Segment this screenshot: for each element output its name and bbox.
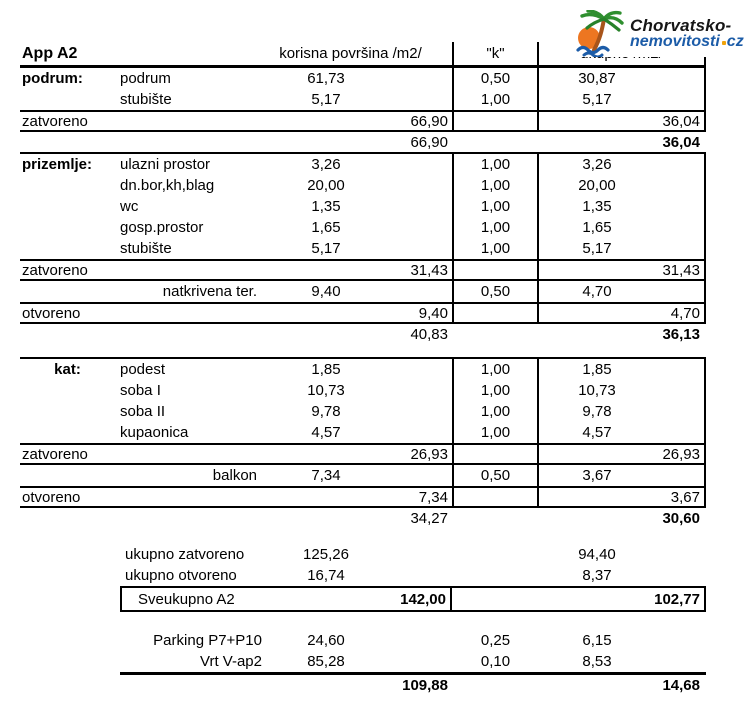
subtotal-label: otvoreno: [22, 304, 81, 322]
section-gap: [20, 528, 706, 544]
closed-subtotal-row: [20, 110, 706, 132]
item-name: dn.bor,kh,blag: [120, 177, 215, 194]
table-row: [20, 238, 706, 259]
open-subtotal-row: [20, 302, 706, 324]
subtotal-total-value: 26,93: [537, 445, 706, 463]
k-empty: [452, 445, 537, 463]
subtotal-area-value: 31,43: [410, 261, 448, 279]
k-value: 1,00: [452, 89, 537, 110]
grand-total-value: 102,77: [654, 590, 700, 608]
extras-total-row: [20, 675, 706, 696]
extra-item-name: Vrt V-ap2: [200, 653, 262, 670]
k-empty: [452, 324, 537, 344]
k-empty: [452, 675, 537, 696]
item-name: podest: [120, 361, 166, 378]
header-spacer: [115, 42, 265, 65]
subtotal-total-value: 3,67: [537, 488, 706, 506]
area-value: 1,35: [311, 198, 341, 215]
logo-tld: cz: [726, 33, 744, 50]
section-label-empty: [20, 401, 115, 422]
total-value: 3,26: [537, 154, 706, 175]
summary-area-value: 125,26: [303, 546, 349, 563]
k-value: 0,25: [480, 632, 511, 649]
section-total-area: 34,27: [410, 509, 448, 527]
area-value: 10,73: [307, 382, 345, 399]
total-value: 4,70: [537, 281, 706, 302]
extra-item-name: Parking P7+P10: [153, 632, 262, 649]
item-name: stubište: [120, 91, 172, 108]
area-table: [20, 42, 706, 696]
closed-subtotal-cell: [20, 112, 452, 130]
section-label-empty: [20, 175, 115, 196]
area-value: 9,40: [311, 283, 341, 300]
section-total-row: [20, 132, 706, 152]
closed-subtotal-row: [20, 443, 706, 465]
total-value: 6,15: [582, 632, 612, 649]
subtotal-label: zatvoreno: [22, 112, 88, 130]
table-row: [20, 68, 706, 89]
k-empty: [452, 508, 537, 528]
table-row: [20, 380, 706, 401]
k-empty: [452, 112, 537, 130]
summary-area-value: 16,74: [307, 567, 345, 584]
k-value: 1,00: [452, 401, 537, 422]
section-gap: [20, 612, 706, 630]
total-value: 9,78: [537, 401, 706, 422]
summary-total-value: 94,40: [578, 546, 616, 563]
k-value: 0,50: [452, 68, 537, 89]
area-value: 1,65: [311, 219, 341, 236]
k-empty: [452, 261, 537, 279]
subtotal-area-value: 7,34: [418, 488, 448, 506]
subtotal-total-value: 36,04: [537, 112, 706, 130]
section-total-row: [20, 324, 706, 344]
total-value: 5,17: [537, 89, 706, 110]
extra-row: [20, 630, 706, 651]
area-value: 3,26: [311, 156, 341, 173]
area-value: 20,00: [307, 177, 345, 194]
subtotal-total-value: 4,70: [537, 304, 706, 322]
summary-row: [20, 544, 706, 565]
total-value: 1,85: [537, 359, 706, 380]
open-subtotal-cell: [20, 304, 452, 322]
k-value: 1,00: [452, 175, 537, 196]
open-subtotal-row: [20, 486, 706, 508]
section-gap: [20, 344, 706, 357]
table-row: [20, 401, 706, 422]
section-label: prizemlje:: [22, 156, 93, 173]
table-row: [20, 196, 706, 217]
section-total-value: 30,60: [662, 509, 700, 527]
logo-brand-line1: Chorvatsko-: [630, 15, 732, 35]
table-row: [20, 152, 706, 175]
subtotal-total-value: 31,43: [537, 261, 706, 279]
total-value: 3,67: [537, 465, 706, 486]
k-empty: [452, 565, 537, 586]
area-value: 7,34: [311, 467, 341, 484]
subtotal-label: zatvoreno: [22, 445, 88, 463]
section-label-empty: [20, 196, 115, 217]
total-value: 5,17: [537, 238, 706, 259]
section-label-empty: [20, 380, 115, 401]
item-name: ulazni prostor: [120, 156, 211, 173]
summary-row: [20, 565, 706, 586]
area-value: 5,17: [311, 240, 341, 257]
k-empty: [452, 304, 537, 322]
closed-subtotal-row: [20, 259, 706, 281]
section-total-value: 36,13: [662, 325, 700, 343]
section-label-empty: [20, 217, 115, 238]
section-total-row: [20, 508, 706, 528]
item-name: balkon: [212, 467, 257, 484]
table-row: [20, 217, 706, 238]
table-row: [20, 422, 706, 443]
section-label-empty: [20, 465, 115, 486]
area-value: 1,85: [311, 361, 341, 378]
item-name: stubište: [120, 240, 172, 257]
logo-brand-line2-text: nemovitosti: [630, 33, 720, 50]
item-name: wc: [120, 198, 139, 215]
subtotal-area-value: 26,93: [410, 445, 448, 463]
col-header-area: korisna površina /m2/: [279, 45, 422, 62]
area-value: 85,28: [307, 653, 345, 670]
summary-total-value: 8,37: [582, 567, 612, 584]
item-name: natkrivena ter.: [162, 283, 257, 300]
subtotal-area-value: 9,40: [418, 304, 448, 322]
grand-total-row: [120, 586, 706, 612]
section-total-area: 40,83: [410, 325, 448, 343]
open-subtotal-cell: [20, 488, 452, 506]
open-item-row: [20, 465, 706, 486]
section-total-area: 66,90: [410, 133, 448, 151]
subtotal-label: otvoreno: [22, 488, 81, 506]
section-total-value: 36,04: [662, 133, 700, 151]
subtotal-area-value: 66,90: [410, 112, 448, 130]
k-value: 1,00: [452, 217, 537, 238]
app-title: App A2: [22, 44, 78, 62]
k-empty: [452, 132, 537, 152]
open-item-row: [20, 281, 706, 302]
subtotal-label: zatvoreno: [22, 261, 88, 279]
logo-wordmark: [630, 17, 744, 51]
closed-subtotal-cell: [20, 445, 452, 463]
section-label-empty: [20, 238, 115, 259]
section-label: kat:: [54, 361, 81, 378]
table-row: [20, 175, 706, 196]
col-header-k: "k": [452, 42, 537, 65]
extras-total-value: 14,68: [662, 677, 700, 694]
area-value: 4,57: [311, 424, 341, 441]
k-empty: [452, 488, 537, 506]
grand-total-label: Sveukupno A2: [138, 590, 235, 608]
extras-total-area: 109,88: [402, 677, 448, 694]
total-value: 1,35: [537, 196, 706, 217]
table-row: [20, 357, 706, 380]
total-value: 30,87: [537, 68, 706, 89]
logo-dot: [722, 41, 726, 45]
total-value: 1,65: [537, 217, 706, 238]
area-value: 9,78: [311, 403, 341, 420]
k-empty: [452, 544, 537, 565]
item-name: podrum: [120, 70, 171, 87]
item-name: soba II: [120, 403, 166, 420]
grand-total-left-cell: [122, 588, 452, 610]
k-value: 0,10: [480, 653, 511, 670]
area-value: 61,73: [307, 70, 345, 87]
k-value: 1,00: [452, 196, 537, 217]
k-value: 1,00: [452, 422, 537, 443]
section-label: podrum:: [22, 70, 83, 87]
k-value: 1,00: [452, 380, 537, 401]
section-label-empty: [20, 281, 115, 302]
summary-label: ukupno zatvoreno: [125, 546, 245, 563]
item-name: kupaonica: [120, 424, 189, 441]
k-value: 1,00: [452, 154, 537, 175]
section-label-empty: [20, 422, 115, 443]
area-value: 24,60: [307, 632, 345, 649]
section-label-empty: [20, 89, 115, 110]
total-value: 8,53: [582, 653, 612, 670]
extra-row: [20, 651, 706, 672]
k-value: 1,00: [452, 359, 537, 380]
table-row: [20, 89, 706, 110]
k-value: 1,00: [452, 238, 537, 259]
closed-subtotal-cell: [20, 261, 452, 279]
logo-brand-line2: [630, 34, 744, 50]
k-value: 0,50: [452, 281, 537, 302]
summary-label: ukupno otvoreno: [125, 567, 237, 584]
item-name: gosp.prostor: [120, 219, 204, 236]
site-logo: [574, 10, 744, 57]
total-value: 10,73: [537, 380, 706, 401]
item-name: soba I: [120, 382, 161, 399]
palm-tree-icon: [574, 10, 628, 57]
total-value: 4,57: [537, 422, 706, 443]
area-value: 5,17: [311, 91, 341, 108]
grand-total-area: 142,00: [400, 590, 446, 608]
k-value: 0,50: [452, 465, 537, 486]
total-value: 20,00: [537, 175, 706, 196]
